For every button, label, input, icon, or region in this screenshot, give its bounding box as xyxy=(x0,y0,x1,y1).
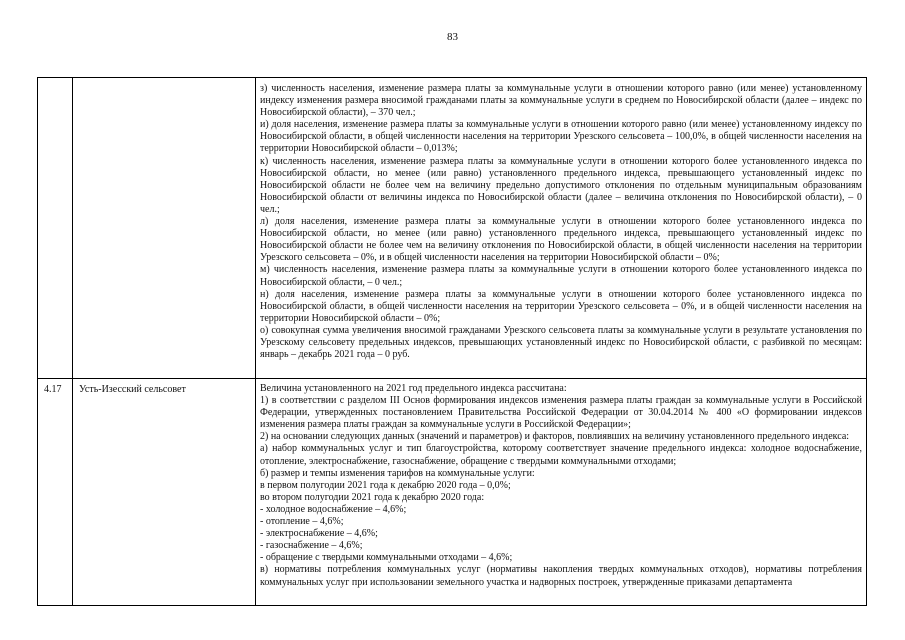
paragraph: н) доля населения, изменение размера платы за коммунальные услуги в отношении которого более установленного индекса по Новосибирской области, в общей численности населения на территории Урезского сельсовета – 0%, и в общей численности населения на территории Новосибирской области – 0%; xyxy=(260,288,862,324)
paragraph: о) совокупная сумма увеличения вносимой гражданами Урезского сельсовета платы за коммунальные услуги в результате установления по Урезскому сельсовету предельных индексов, превышающих установленный индекс по Новосибирской области, с разбивкой по месяцам: январь – декабрь 2021 года – 0 руб. xyxy=(260,324,862,361)
paragraph: к) численность населения, изменение размера платы за коммунальные услуги в отношении которого более установленного индекса по Новосибирской области, но менее (или равно) установленного предельного индекса, превышающего установленный индекс по Новосибирской области не более чем на величину предельно допустимого отклонения по отдельным муниципальным образованиям Новосибирской области от величины индекса по Новосибирской области (далее – величина отклонения по Новосибирской области), – 0 чел.; xyxy=(260,155,862,215)
row-number-cell: 4.17 xyxy=(38,379,73,606)
paragraph: во втором полугодии 2021 года к декабрю 2020 года: xyxy=(260,491,485,503)
description-cell xyxy=(256,78,867,379)
paragraph: - электроснабжение – 4,6%; xyxy=(260,528,378,540)
table-row xyxy=(38,78,867,379)
paragraph: - отопление – 4,6%; xyxy=(260,516,344,528)
municipality-name-cell xyxy=(73,78,256,379)
paragraph: Величина установленного на 2021 год предельного индекса рассчитана: xyxy=(260,383,567,394)
paragraph: в первом полугодии 2021 года к декабрю 2020 года – 0,0%; xyxy=(260,479,511,491)
paragraph: м) численность населения, изменение размера платы за коммунальные услуги в отношении которого более установленного индекса по Новосибирской области, – 0 чел.; xyxy=(260,264,862,288)
table-row xyxy=(38,379,867,606)
document-table xyxy=(37,77,867,606)
paragraph: - холодное водоснабжение – 4,6%; xyxy=(260,503,407,515)
row-number-cell xyxy=(38,78,73,379)
paragraph: в) нормативы потребления коммунальных услуг (нормативы накопления твердых коммунальных отходов), нормативы потребления коммунальных услуг при использовании земельного участка и надворных построек, утвержденные приказами департамента xyxy=(260,564,862,588)
page-number: 83 xyxy=(447,31,458,43)
municipality-name-cell: Усть-Изесский сельсовет xyxy=(73,379,256,606)
paragraph: б) размер и темпы изменения тарифов на коммунальные услуги: xyxy=(260,467,535,479)
paragraph: и) доля населения, изменение размера платы за коммунальные услуги в отношении которого равно (или менее) установленному индексу по Новосибирской области, в общей численности населения на территории Урезского сельсовета – 100,0%, в общей численности населения на территории Новосибирской области – 0,013%; xyxy=(260,119,862,155)
description-cell xyxy=(256,379,867,606)
paragraph: - газоснабжение – 4,6%; xyxy=(260,540,363,552)
paragraph: л) доля населения, изменение размера платы за коммунальные услуги в отношении которого более установленного индекса по Новосибирской области, но менее (или равно) установленного предельного индекса, превышающего установленный индекс по Новосибирской области не более чем на величину отклонения по Новосибирской области, в общей численности населения на территории Урезского сельсовета – 0%, и в общей численности населения на территории Новосибирской области – 0%; xyxy=(260,216,862,264)
paragraph: - обращение с твердыми коммунальными отходами – 4,6%; xyxy=(260,552,513,564)
paragraph: з) численность населения, изменение размера платы за коммунальные услуги в отношении которого равно (или менее) установленному индексу изменения размера вносимой гражданами платы за коммунальные услуги в среднем по Новосибирской области (далее – индекс по Новосибирской области), – 370 чел.; xyxy=(260,83,862,119)
description-text xyxy=(260,383,862,593)
paragraph: 1) в соответствии с разделом III Основ формирования индексов изменения размера платы граждан за коммунальные услуги в Российской Федерации, утвержденных постановлением Правительства Российской Федерации от 30.04.2014 № 400 «О формировании индексов изменения размера платы граждан за коммунальные услуги в Российской Федерации»; xyxy=(260,395,862,431)
paragraph: а) набор коммунальных услуг и тип благоустройства, которому соответствует значение предельного индекса: холодное водоснабжение, отопление, электроснабжение, газоснабжение, обращение с твердыми коммунальными отходами; xyxy=(260,443,862,467)
paragraph: 2) на основании следующих данных (значений и параметров) и факторов, повлиявших на величину установленного предельного индекса: xyxy=(260,431,850,443)
